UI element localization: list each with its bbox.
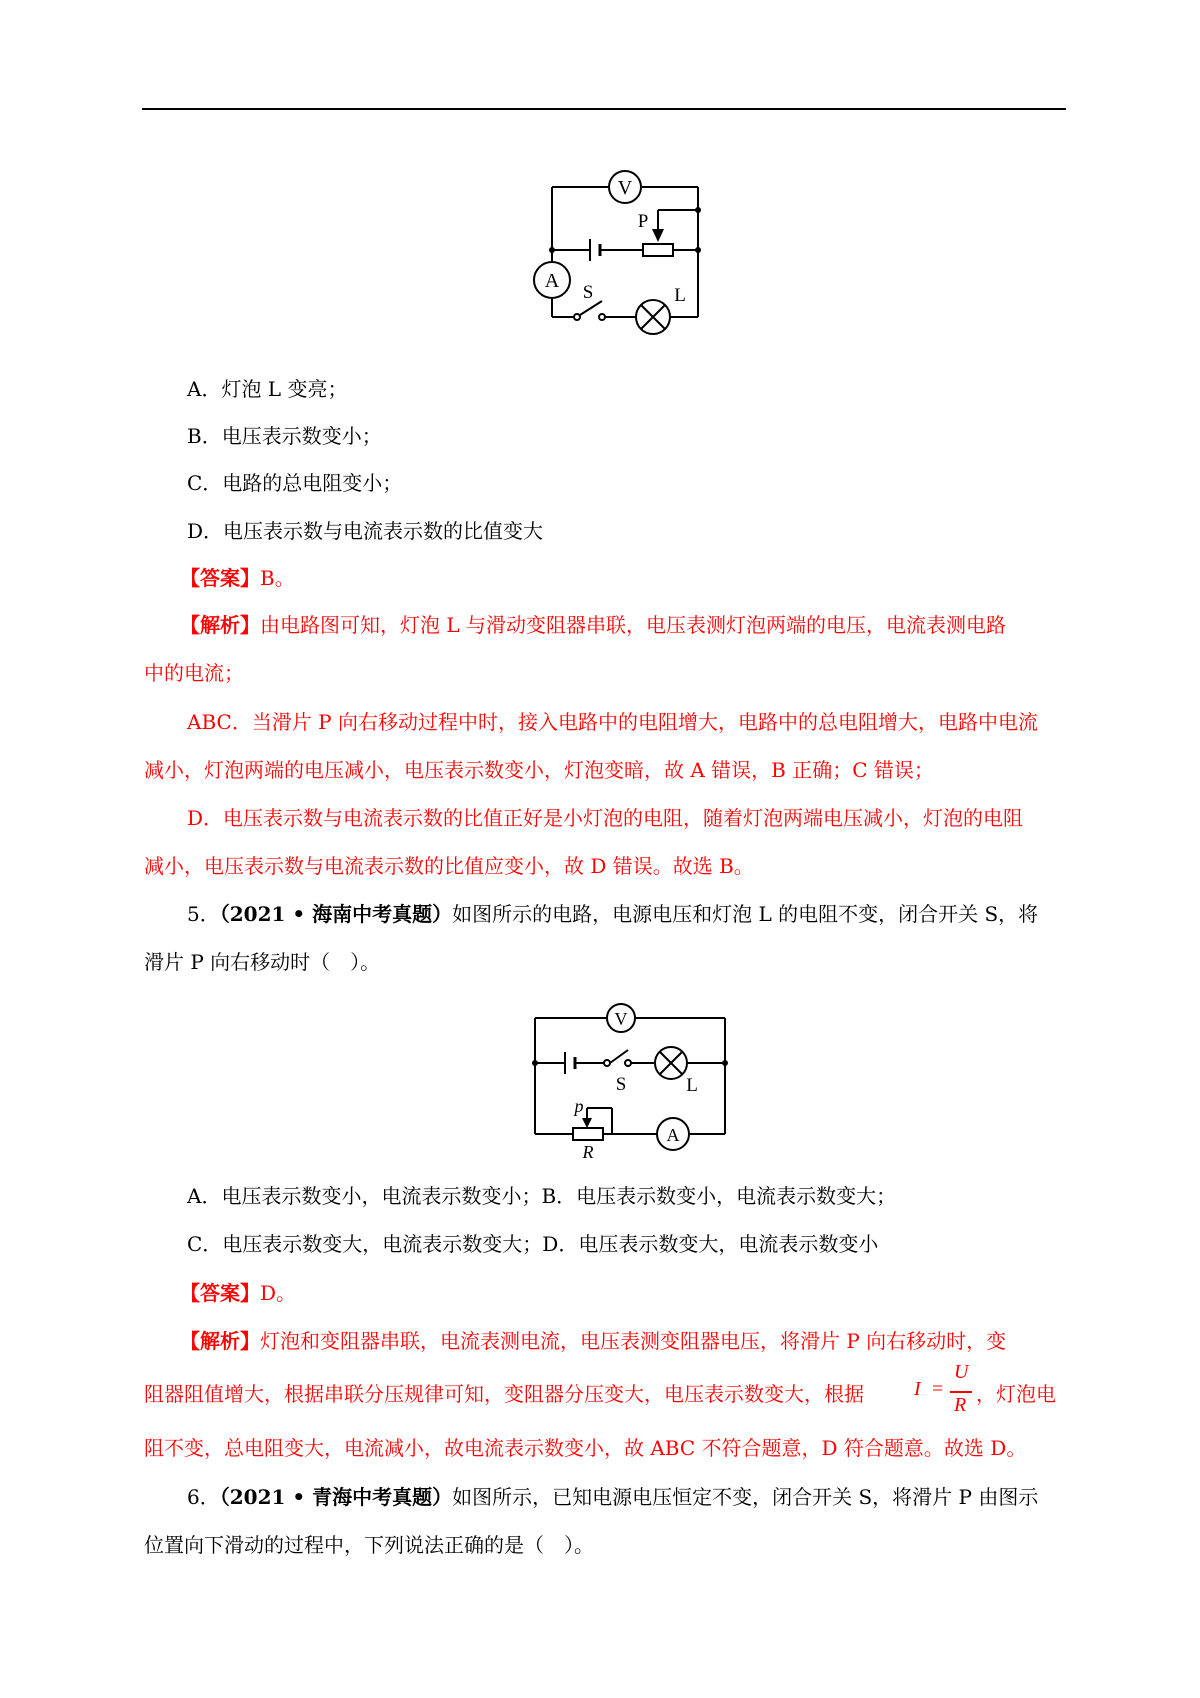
answer-tag: 【答案】 <box>180 1281 260 1305</box>
ammeter-label: A <box>666 1125 680 1145</box>
ammeter-label: A <box>544 270 560 292</box>
circuit-diagram-q5 <box>525 998 735 1162</box>
analysis-tag: 【解析】 <box>180 1329 260 1353</box>
analysis-q4-line: 中的电流； <box>144 661 244 685</box>
question-5-options-2: C．电压表示数变大，电流表示数变大；D．电压表示数变大，电流表示数变小 <box>187 1232 879 1256</box>
formula-denominator: R <box>954 1394 967 1416</box>
option-d: D．电压表示数与电流表示数的比值变大 <box>187 519 544 543</box>
circuit-diagram-q4 <box>530 165 720 325</box>
analysis-tag: 【解析】 <box>180 613 260 637</box>
rheostat-label: R <box>582 1142 594 1162</box>
question-6-stem-cont: 位置向下滑动的过程中，下列说法正确的是（ ）。 <box>144 1533 594 1557</box>
question-text: 如图所示，已知电源电压恒定不变，闭合开关 S，将滑片 P 由图示 <box>452 1485 1039 1509</box>
analysis-q5-line: 阻不变，总电阻变大，电流减小，故电流表示数变小，故 ABC 不符合题意，D 符合题意。故选 D。 <box>144 1436 1027 1460</box>
formula-equals: = <box>932 1378 944 1400</box>
rheostat-symbol <box>573 1128 603 1140</box>
answer-text: B。 <box>260 566 295 590</box>
header-rule <box>142 108 1066 110</box>
question-5-options-1: A．电压表示数变小，电流表示数变小；B．电压表示数变小，电流表示数变大； <box>187 1184 897 1208</box>
switch-label: S <box>582 282 594 303</box>
voltmeter-label: V <box>614 1009 628 1029</box>
switch-label: S <box>615 1074 627 1095</box>
fraction-bar <box>950 1391 972 1393</box>
lamp-label: L <box>674 285 686 306</box>
analysis-text: 灯泡和变阻器串联，电流表测电流，电压表测变阻器电压，将滑片 P 向右移动时，变 <box>260 1329 1007 1353</box>
analysis-q5-line <box>180 1326 1006 1356</box>
formula-lhs: I <box>914 1378 921 1400</box>
question-6-stem <box>187 1482 1038 1512</box>
question-5-stem <box>187 899 1038 929</box>
voltmeter-label: V <box>617 177 633 199</box>
option-a: A．灯泡 L 变亮； <box>187 377 348 401</box>
formula-numerator: U <box>954 1361 969 1383</box>
analysis-q4-line: 减小，灯泡两端的电压减小，电压表示数变小，灯泡变暗，故 A 错误，B 正确；C 错误； <box>144 758 934 782</box>
wire <box>580 301 602 315</box>
option-b: B．电压表示数变小； <box>187 424 382 448</box>
analysis-q4-line: ABC．当滑片 P 向右移动过程中时，接入电路中的电阻增大，电路中的总电阻增大，电路中电流 <box>187 710 1038 734</box>
slider-label: p <box>574 1096 584 1116</box>
answer-tag: 【答案】 <box>180 566 260 590</box>
analysis-q4-line: D．电压表示数与电流表示数的比值正好是小灯泡的电阻，随着灯泡两端电压减小，灯泡的电阻 <box>187 806 1024 830</box>
question-source: （2021 • 海南中考真题） <box>219 902 453 926</box>
answer-q4 <box>180 563 295 593</box>
question-text: 如图所示的电路，电源电压和灯泡 L 的电阻不变，闭合开关 S，将 <box>452 902 1039 926</box>
lamp-label: L <box>686 1075 698 1096</box>
analysis-q5-line: 阻器阻值增大，根据串联分压规律可知，变阻器分压变大，电压表示数变大，根据 <box>144 1382 864 1406</box>
slider-arrow <box>652 229 664 242</box>
question-number: 5． <box>187 902 220 926</box>
option-c: C．电路的总电阻变小； <box>187 471 403 495</box>
question-source: （2021 • 青海中考真题） <box>219 1485 453 1509</box>
slider-label: P <box>637 211 649 232</box>
analysis-q5-line: ，灯泡电 <box>976 1382 1056 1406</box>
question-number: 6． <box>187 1485 220 1509</box>
answer-q5 <box>180 1278 296 1308</box>
question-5-stem-cont: 滑片 P 向右移动时（ ）。 <box>144 950 381 974</box>
analysis-q4-line: 减小，电压表示数与电流表示数的比值应变小，故 D 错误。故选 B。 <box>144 854 754 878</box>
analysis-q4-line <box>180 610 1006 640</box>
analysis-text: 由电路图可知，灯泡 L 与滑动变阻器串联，电压表测灯泡两端的电压，电流表测电路 <box>260 613 1006 637</box>
rheostat-symbol <box>643 244 673 256</box>
answer-text: D。 <box>260 1281 297 1305</box>
slider-arrow <box>582 1118 592 1128</box>
